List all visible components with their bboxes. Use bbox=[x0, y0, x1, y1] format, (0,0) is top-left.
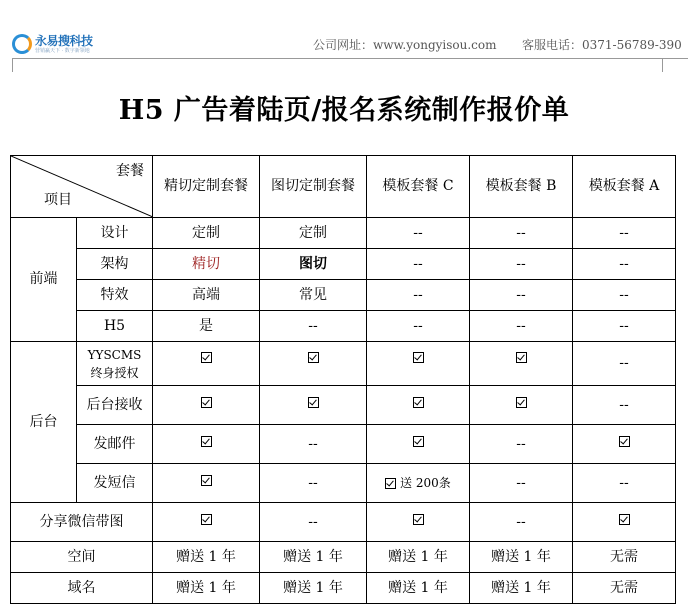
table-cell: -- bbox=[573, 464, 676, 503]
row-label: 发邮件 bbox=[77, 425, 153, 464]
table-cell bbox=[153, 386, 260, 425]
table-cell bbox=[260, 386, 367, 425]
table-cell bbox=[153, 503, 260, 542]
table-cell: -- bbox=[470, 311, 573, 342]
checkbox-checked-icon bbox=[413, 352, 424, 363]
table-cell: 赠送 1 年 bbox=[153, 573, 260, 604]
table-row bbox=[11, 503, 676, 542]
table-cell: -- bbox=[573, 311, 676, 342]
table-cell: -- bbox=[573, 249, 676, 280]
table-cell: 无需 bbox=[573, 573, 676, 604]
row-label: 发短信 bbox=[77, 464, 153, 503]
table-cell: -- bbox=[260, 503, 367, 542]
table-cell: -- bbox=[367, 311, 470, 342]
table-cell bbox=[153, 342, 260, 386]
table-header-row bbox=[11, 156, 676, 218]
table-cell: 是 bbox=[153, 311, 260, 342]
table-cell: 无需 bbox=[573, 542, 676, 573]
table-cell: -- bbox=[573, 280, 676, 311]
table-corner-cell bbox=[11, 156, 153, 218]
checkbox-checked-icon bbox=[619, 514, 630, 525]
row-label: 设计 bbox=[77, 218, 153, 249]
row-label: 后台接收 bbox=[77, 386, 153, 425]
document-title: H5 广告着陆页/报名系统制作报价单 bbox=[118, 95, 570, 126]
table-cell bbox=[367, 503, 470, 542]
table-cell: -- bbox=[367, 249, 470, 280]
table-cell bbox=[153, 425, 260, 464]
table-cell: -- bbox=[260, 425, 367, 464]
row-label-yyscms bbox=[77, 342, 153, 386]
table-row bbox=[11, 542, 676, 573]
table-cell bbox=[367, 425, 470, 464]
service-phone: 客服电话：0371-56789-390 bbox=[522, 38, 682, 52]
company-website: 公司网址：www.yongyisou.com bbox=[313, 38, 497, 52]
row-label: H5 bbox=[77, 311, 153, 342]
table-row bbox=[11, 342, 676, 386]
table-cell: 赠送 1 年 bbox=[367, 542, 470, 573]
column-header: 模板套餐 B bbox=[470, 156, 573, 218]
sms-gift-text: 送 200条 bbox=[400, 475, 451, 490]
checkbox-checked-icon bbox=[385, 478, 396, 489]
checkbox-checked-icon bbox=[619, 436, 630, 447]
table-cell: 赠送 1 年 bbox=[470, 573, 573, 604]
header-corner-left bbox=[12, 58, 13, 72]
checkbox-checked-icon bbox=[201, 514, 212, 525]
table-cell bbox=[367, 342, 470, 386]
table-cell: 定制 bbox=[260, 218, 367, 249]
logo-name: 永易搜科技 bbox=[35, 33, 93, 48]
table-cell bbox=[573, 503, 676, 542]
table-cell: -- bbox=[470, 280, 573, 311]
row-label: 分享微信带图 bbox=[11, 503, 153, 542]
group-label-backend: 后台 bbox=[11, 342, 77, 503]
table-cell: 高端 bbox=[153, 280, 260, 311]
table-row bbox=[11, 249, 676, 280]
table-row bbox=[11, 218, 676, 249]
group-label-frontend: 前端 bbox=[11, 218, 77, 342]
table-cell: 赠送 1 年 bbox=[470, 542, 573, 573]
logo-mark-icon bbox=[12, 34, 32, 54]
header-corner-right bbox=[662, 58, 663, 72]
checkbox-checked-icon bbox=[201, 352, 212, 363]
table-cell bbox=[260, 342, 367, 386]
table-cell bbox=[470, 342, 573, 386]
table-cell: -- bbox=[573, 386, 676, 425]
price-table bbox=[10, 155, 676, 604]
checkbox-checked-icon bbox=[413, 397, 424, 408]
table-cell: -- bbox=[260, 311, 367, 342]
table-row bbox=[11, 386, 676, 425]
column-header: 模板套餐 A bbox=[573, 156, 676, 218]
logo-tagline: 营销赢天下 · 数字新领地 bbox=[35, 47, 90, 54]
table-cell bbox=[367, 464, 470, 503]
table-cell: 常见 bbox=[260, 280, 367, 311]
table-cell: -- bbox=[573, 342, 676, 386]
table-cell: 定制 bbox=[153, 218, 260, 249]
checkbox-checked-icon bbox=[201, 397, 212, 408]
column-header: 图切定制套餐 bbox=[260, 156, 367, 218]
row-label-line: 终身授权 bbox=[90, 365, 139, 380]
row-label: 空间 bbox=[11, 542, 153, 573]
checkbox-checked-icon bbox=[308, 397, 319, 408]
table-row bbox=[11, 311, 676, 342]
row-label: 域名 bbox=[11, 573, 153, 604]
table-cell bbox=[573, 425, 676, 464]
table-cell: -- bbox=[470, 503, 573, 542]
table-row bbox=[11, 464, 676, 503]
table-cell: 图切 bbox=[260, 249, 367, 280]
checkbox-checked-icon bbox=[201, 436, 212, 447]
row-label: 特效 bbox=[77, 280, 153, 311]
column-header: 精切定制套餐 bbox=[153, 156, 260, 218]
table-cell: 精切 bbox=[153, 249, 260, 280]
checkbox-checked-icon bbox=[413, 514, 424, 525]
table-row bbox=[11, 573, 676, 604]
table-cell: 赠送 1 年 bbox=[367, 573, 470, 604]
checkbox-checked-icon bbox=[201, 475, 212, 486]
corner-label-item: 项目 bbox=[44, 192, 72, 209]
table-row bbox=[11, 280, 676, 311]
table-cell: -- bbox=[470, 249, 573, 280]
table-cell bbox=[153, 464, 260, 503]
table-row bbox=[11, 425, 676, 464]
checkbox-checked-icon bbox=[516, 352, 527, 363]
checkbox-checked-icon bbox=[413, 436, 424, 447]
page-header bbox=[0, 0, 688, 80]
table-cell: -- bbox=[470, 425, 573, 464]
table-cell: -- bbox=[573, 218, 676, 249]
row-label-line: YYSCMS bbox=[87, 347, 142, 362]
corner-label-package: 套餐 bbox=[116, 163, 144, 179]
table-cell bbox=[367, 386, 470, 425]
checkbox-checked-icon bbox=[308, 352, 319, 363]
table-cell: -- bbox=[367, 218, 470, 249]
table-cell: -- bbox=[260, 464, 367, 503]
column-header: 模板套餐 C bbox=[367, 156, 470, 218]
table-cell: 赠送 1 年 bbox=[260, 542, 367, 573]
row-label: 架构 bbox=[77, 249, 153, 280]
table-cell: 赠送 1 年 bbox=[153, 542, 260, 573]
header-divider bbox=[12, 58, 688, 59]
table-cell bbox=[470, 386, 573, 425]
table-cell: -- bbox=[470, 218, 573, 249]
table-cell: -- bbox=[470, 464, 573, 503]
company-logo bbox=[12, 34, 93, 54]
checkbox-checked-icon bbox=[516, 397, 527, 408]
table-cell: 赠送 1 年 bbox=[260, 573, 367, 604]
table-cell: -- bbox=[367, 280, 470, 311]
